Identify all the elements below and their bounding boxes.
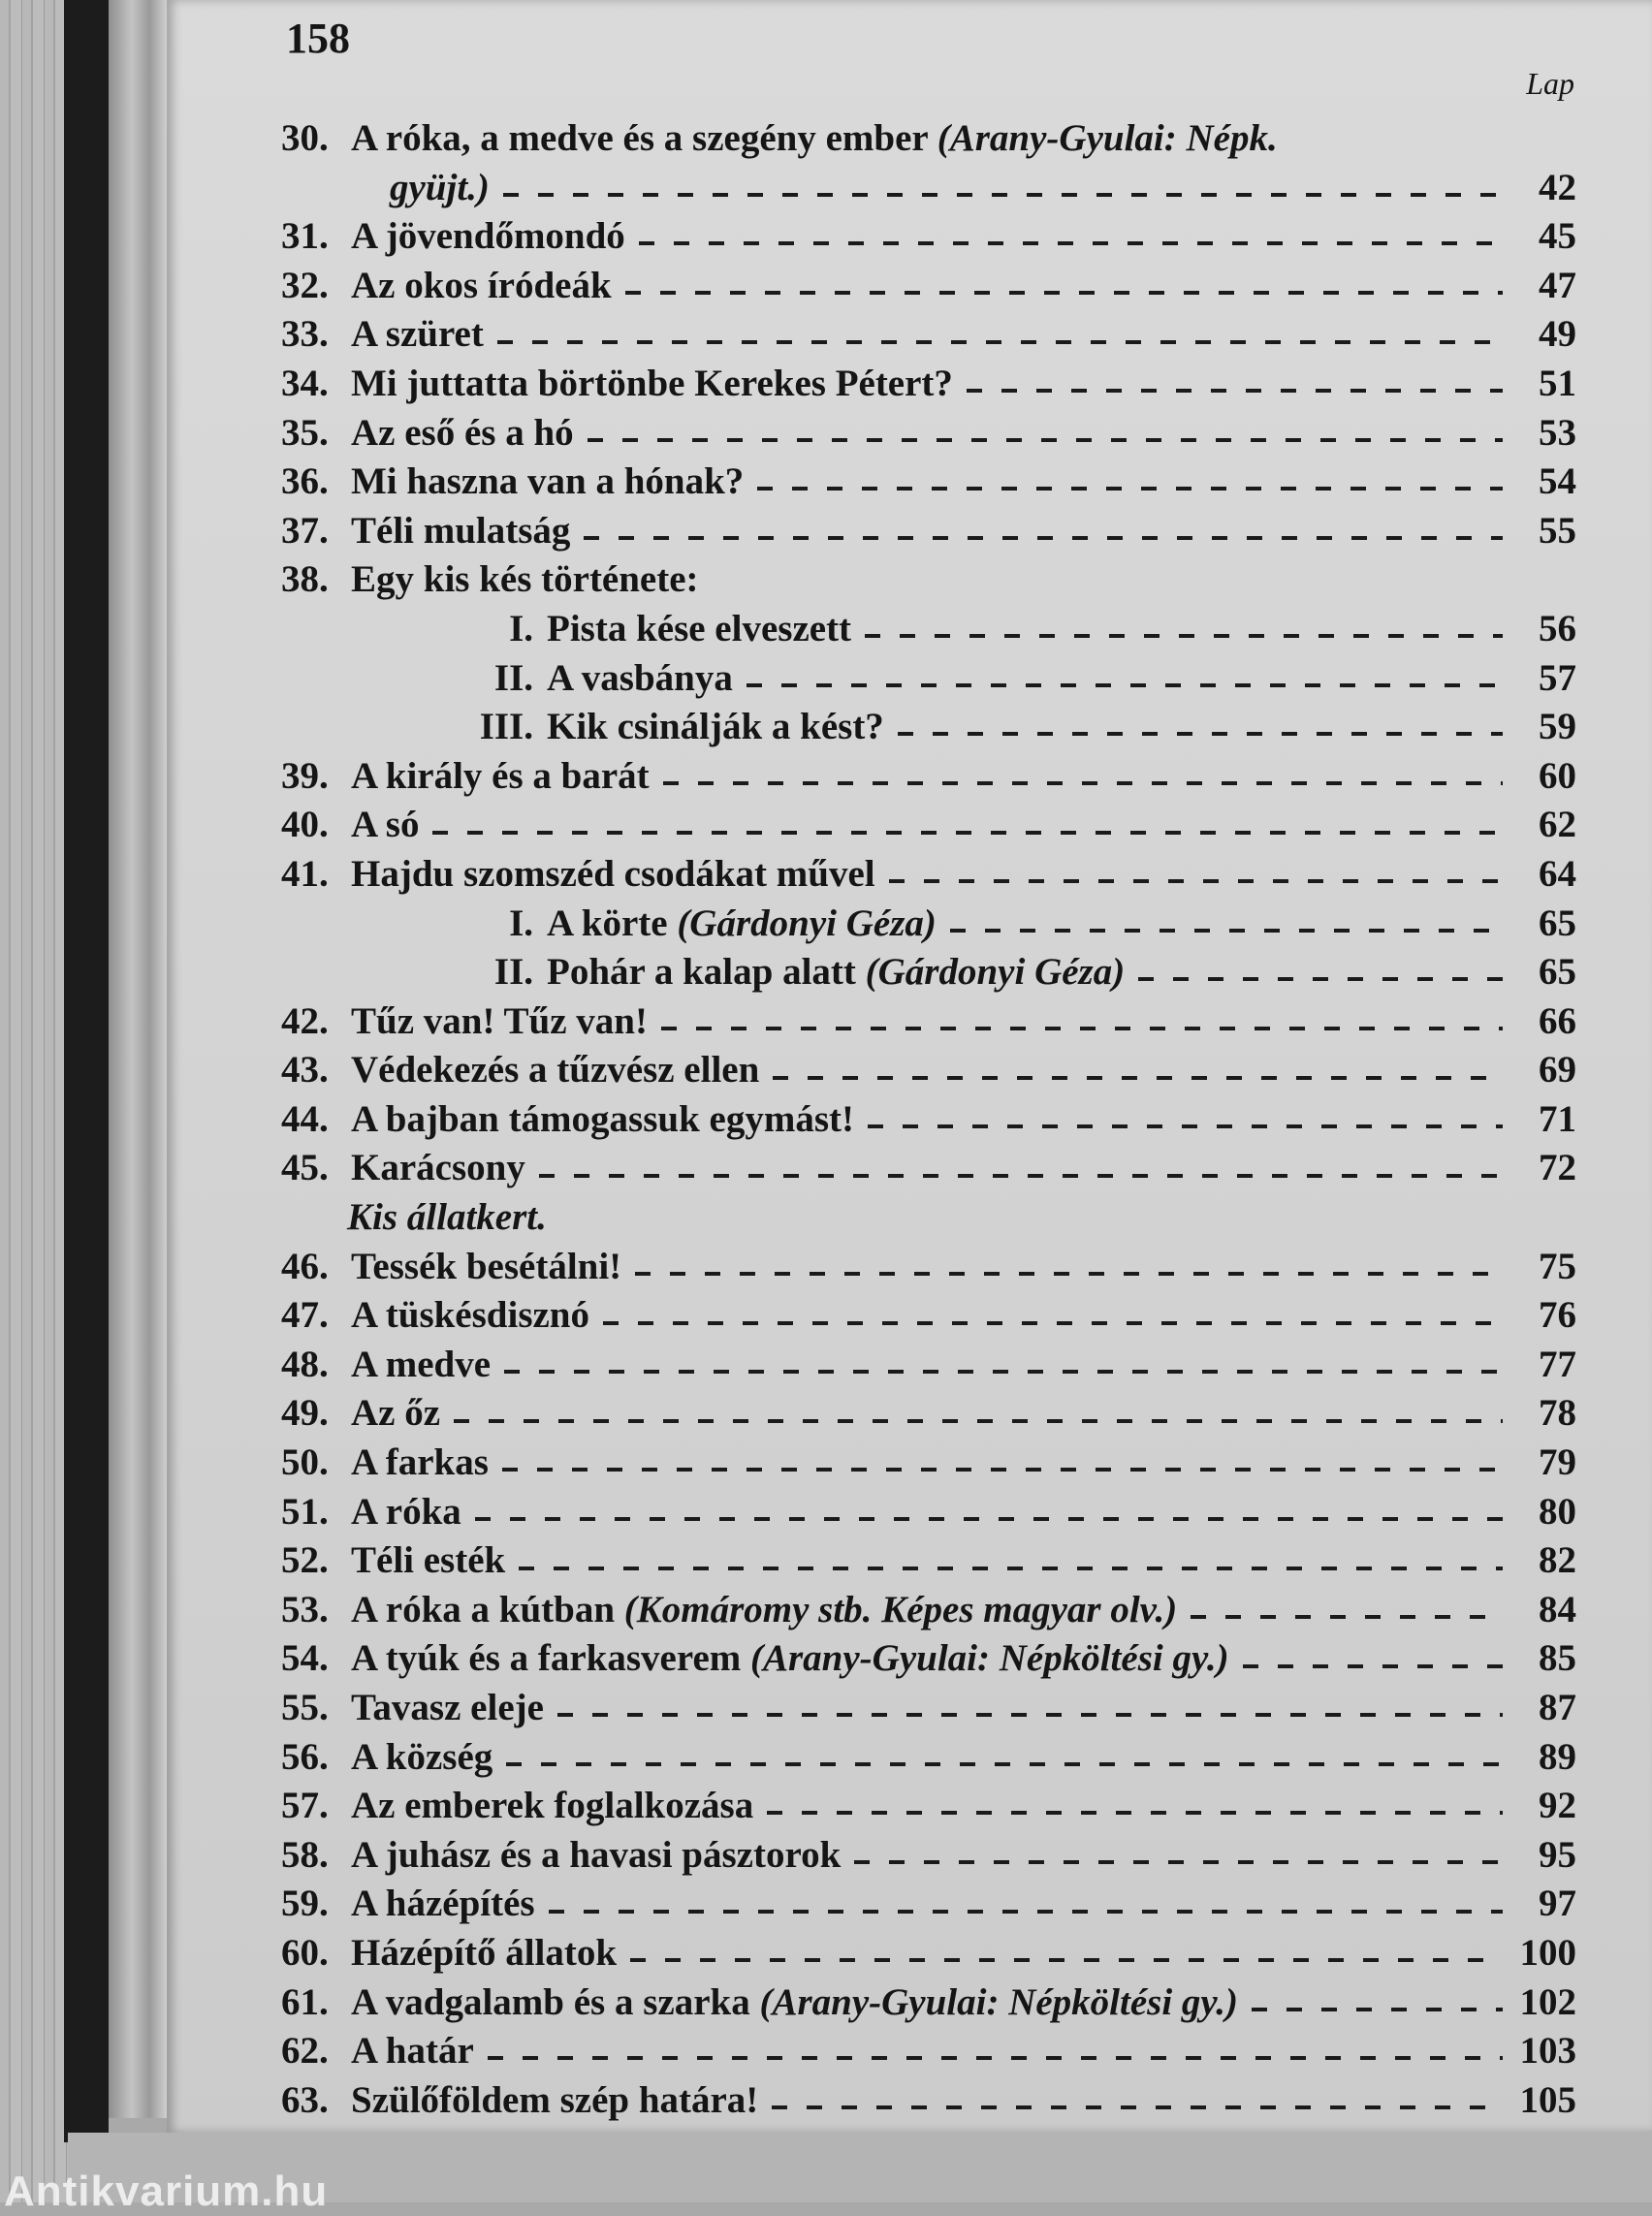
- dot-leader: [757, 487, 1503, 491]
- dot-leader: [865, 634, 1503, 638]
- entry-number: 63.: [281, 2078, 329, 2121]
- entry-title: Mi haszna van a hónak?: [351, 460, 745, 503]
- toc-entry: [281, 1880, 1576, 1929]
- entry-title: A király és a barát: [351, 754, 650, 797]
- entry-page: 60: [1539, 754, 1576, 797]
- toc-entry: [281, 1634, 1576, 1684]
- dot-leader: [898, 732, 1503, 736]
- toc-entry: [281, 1243, 1576, 1292]
- entry-source: (Arany-Gyulai: Népk.: [937, 117, 1278, 159]
- entry-page: 56: [1539, 607, 1576, 649]
- entry-page: 65: [1539, 951, 1576, 994]
- table-of-contents: [281, 114, 1576, 2125]
- entry-page: 71: [1539, 1097, 1576, 1140]
- book-cover-edge: [64, 0, 109, 2142]
- entry-number: 56.: [281, 1735, 329, 1778]
- entry-page: 82: [1539, 1539, 1576, 1582]
- toc-entry: [281, 212, 1576, 262]
- entry-page: 62: [1539, 804, 1576, 846]
- entry-page: 103: [1519, 2030, 1576, 2073]
- entry-number: 35.: [281, 411, 329, 454]
- entry-number: 55.: [281, 1687, 329, 1728]
- dot-leader: [475, 1517, 1503, 1521]
- entry-page: 66: [1539, 999, 1576, 1042]
- entry-title: A szüret: [351, 313, 484, 356]
- entry-source: (Arany-Gyulai: Népköltési gy.): [759, 1980, 1239, 2023]
- toc-entry: [281, 1341, 1576, 1390]
- entry-number: 40.: [281, 804, 329, 846]
- dot-leader: [868, 1124, 1503, 1128]
- entry-number: 41.: [281, 852, 329, 895]
- entry-page: 75: [1539, 1245, 1576, 1287]
- entry-page: 54: [1539, 460, 1576, 503]
- entry-page: 69: [1539, 1049, 1576, 1092]
- dot-leader: [889, 879, 1503, 883]
- entry-title: Karácsony: [351, 1147, 525, 1189]
- toc-entry: [281, 555, 1576, 605]
- dot-leader: [1138, 977, 1503, 981]
- dot-leader: [663, 781, 1503, 785]
- toc-entry: [281, 1586, 1576, 1635]
- book-page-edges: [109, 0, 167, 2118]
- dot-leader: [661, 1027, 1503, 1030]
- entry-title: A jövendőmondó: [351, 215, 625, 258]
- entry-number: 32.: [281, 264, 329, 306]
- toc-entry: [281, 654, 1576, 704]
- dot-leader: [1191, 1615, 1503, 1619]
- entry-title: Egy kis kés története:: [351, 558, 699, 601]
- entry-number: 36.: [281, 460, 329, 503]
- entry-number: 57.: [281, 1785, 329, 1827]
- background-surface: [0, 0, 68, 2202]
- entry-page: 84: [1539, 1588, 1576, 1630]
- toc-entry: [281, 801, 1576, 850]
- entry-source: gyüjt.): [390, 166, 490, 208]
- dot-leader: [767, 1811, 1503, 1815]
- subentry-numeral: II.: [493, 951, 533, 994]
- entry-title: Az őz: [351, 1392, 441, 1435]
- toc-entry: [281, 948, 1576, 997]
- dot-leader: [539, 1174, 1503, 1178]
- entry-title: A medve: [351, 1343, 492, 1385]
- toc-entry: [281, 1439, 1576, 1488]
- entry-page: 55: [1539, 509, 1576, 552]
- toc-entry: [281, 409, 1576, 459]
- entry-page: 92: [1539, 1785, 1576, 1827]
- entry-title: Tavasz eleje: [351, 1687, 544, 1728]
- entry-number: 31.: [281, 215, 329, 258]
- toc-entry: [281, 1782, 1576, 1831]
- toc-entry: [281, 1095, 1576, 1145]
- entry-number: 30.: [281, 117, 329, 159]
- entry-title: Pohár a kalap alatt: [547, 951, 866, 994]
- entry-number: 39.: [281, 754, 329, 797]
- entry-title: A bajban támogassuk egymást!: [351, 1097, 854, 1140]
- toc-entry: [281, 458, 1576, 507]
- page-number: 158: [286, 15, 350, 62]
- entry-source: (Arany-Gyulai: Népköltési gy.): [750, 1637, 1229, 1680]
- entry-page: 59: [1539, 706, 1576, 748]
- entry-number: 44.: [281, 1097, 329, 1140]
- toc-entry: [281, 1389, 1576, 1439]
- entry-title: Pista kése elveszett: [547, 607, 852, 649]
- entry-title: Tűz van! Tűz van!: [351, 999, 648, 1042]
- entry-number: 34.: [281, 362, 329, 404]
- dot-leader: [1243, 1664, 1503, 1668]
- toc-entry: [281, 262, 1576, 311]
- entry-number: 33.: [281, 313, 329, 356]
- entry-page: 102: [1519, 1980, 1576, 2023]
- toc-entry: [281, 164, 1576, 213]
- entry-number: 59.: [281, 1883, 329, 1925]
- toc-entry: [281, 605, 1576, 654]
- entry-title: Az okos íródeák: [351, 264, 612, 306]
- dot-leader: [625, 291, 1503, 295]
- entry-page: 87: [1539, 1687, 1576, 1728]
- entry-number: 42.: [281, 999, 329, 1042]
- entry-title: A só: [351, 804, 420, 846]
- dot-leader: [488, 2056, 1503, 2060]
- entry-page: 47: [1539, 264, 1576, 306]
- dot-leader: [497, 340, 1503, 344]
- dot-leader: [503, 193, 1503, 197]
- dot-leader: [549, 1910, 1503, 1914]
- entry-number: 38.: [281, 558, 329, 601]
- entry-title: A tyúk és a farkasverem: [351, 1637, 750, 1680]
- toc-entry: [281, 1733, 1576, 1783]
- dot-leader: [1252, 2008, 1503, 2011]
- dot-leader: [773, 1076, 1503, 1080]
- entry-page: 65: [1539, 902, 1576, 944]
- entry-page: 97: [1539, 1883, 1576, 1925]
- entry-page: 77: [1539, 1343, 1576, 1385]
- dot-leader: [588, 438, 1503, 442]
- entry-title: A juhász és a havasi pásztorok: [351, 1833, 842, 1876]
- entry-page: 53: [1539, 411, 1576, 454]
- entry-number: 52.: [281, 1539, 329, 1582]
- entry-title: Mi juttatta börtönbe Kerekes Pétert?: [351, 362, 953, 404]
- entry-page: 64: [1539, 852, 1576, 895]
- dot-leader: [639, 241, 1503, 245]
- dot-leader: [506, 1762, 1503, 1766]
- entry-number: 45.: [281, 1147, 329, 1189]
- subentry-numeral: II.: [493, 656, 533, 699]
- entry-number: 37.: [281, 509, 329, 552]
- entry-source: Kis állatkert.: [347, 1196, 547, 1239]
- toc-entry: [281, 1046, 1576, 1095]
- entry-number: 50.: [281, 1441, 329, 1484]
- toc-entry: [281, 1831, 1576, 1881]
- entry-title: A róka a kútban: [351, 1588, 624, 1630]
- entry-title: A róka, a medve és a szegény ember: [351, 117, 937, 159]
- subentry-numeral: I.: [509, 607, 533, 649]
- toc-entry: [281, 2076, 1576, 2126]
- entry-page: 49: [1539, 313, 1576, 356]
- entry-page: 51: [1539, 362, 1576, 404]
- entry-title: A róka: [351, 1490, 461, 1533]
- toc-entry: [281, 1979, 1576, 2028]
- entry-title: A farkas: [351, 1441, 489, 1484]
- entry-page: 95: [1539, 1833, 1576, 1876]
- entry-title: Az emberek foglalkozása: [351, 1785, 754, 1827]
- entry-title: Védekezés a tűzvész ellen: [351, 1049, 760, 1092]
- entry-source: (Gárdonyi Géza): [677, 902, 937, 944]
- toc-entry: [281, 114, 1576, 164]
- entry-number: 62.: [281, 2030, 329, 2073]
- dot-leader: [630, 1958, 1503, 1962]
- entry-page: 72: [1539, 1147, 1576, 1189]
- toc-entry: [281, 850, 1576, 900]
- entry-title: Hajdu szomszéd csodákat művel: [351, 852, 875, 895]
- entry-title: Téli esték: [351, 1539, 506, 1582]
- dot-leader: [557, 1713, 1503, 1717]
- entry-title: Tessék besétálni!: [351, 1245, 622, 1287]
- entry-page: 78: [1539, 1392, 1576, 1435]
- dot-leader: [772, 2105, 1503, 2109]
- toc-entry: [281, 1536, 1576, 1586]
- entry-page: 76: [1539, 1294, 1576, 1337]
- dot-leader: [854, 1860, 1503, 1864]
- entry-number: 46.: [281, 1245, 329, 1287]
- dot-leader: [504, 1370, 1503, 1374]
- entry-page: 57: [1539, 656, 1576, 699]
- toc-entry: [281, 1193, 1576, 1243]
- dot-leader: [950, 929, 1503, 933]
- toc-entry: [281, 2027, 1576, 2076]
- dot-leader: [454, 1419, 1503, 1423]
- entry-number: 48.: [281, 1343, 329, 1385]
- entry-number: 54.: [281, 1637, 329, 1680]
- entry-title: A határ: [351, 2030, 474, 2073]
- toc-entry: [281, 1144, 1576, 1193]
- entry-page: 85: [1539, 1637, 1576, 1680]
- entry-source: (Gárdonyi Géza): [865, 951, 1126, 994]
- subentry-numeral: I.: [509, 902, 533, 944]
- toc-entry: [281, 752, 1576, 802]
- toc-entry: [281, 310, 1576, 360]
- page-column-header: Lap: [1526, 66, 1574, 101]
- entry-number: 58.: [281, 1833, 329, 1876]
- subentry-numeral: III.: [479, 706, 533, 748]
- toc-entry: [281, 1291, 1576, 1341]
- entry-source: (Komáromy stb. Képes magyar olv.): [623, 1588, 1178, 1630]
- toc-entry: [281, 1929, 1576, 1979]
- dot-leader: [635, 1272, 1503, 1276]
- dot-leader: [603, 1321, 1503, 1325]
- toc-entry: [281, 703, 1576, 752]
- toc-entry: [281, 900, 1576, 949]
- entry-page: 42: [1539, 166, 1576, 208]
- entry-title: A házépítés: [351, 1883, 535, 1925]
- entry-page: 80: [1539, 1490, 1576, 1533]
- entry-number: 51.: [281, 1490, 329, 1533]
- dot-leader: [584, 536, 1503, 540]
- entry-page: 105: [1519, 2078, 1576, 2121]
- entry-title: Az eső és a hó: [351, 411, 574, 454]
- entry-title: A körte: [547, 902, 678, 944]
- toc-entry: [281, 1488, 1576, 1537]
- entry-number: 60.: [281, 1931, 329, 1974]
- entry-number: 47.: [281, 1294, 329, 1337]
- entry-title: A vasbánya: [547, 656, 733, 699]
- entry-title: A vadgalamb és a szarka: [351, 1980, 760, 2023]
- toc-entry: [281, 507, 1576, 556]
- toc-entry: [281, 1684, 1576, 1733]
- dot-leader: [432, 831, 1503, 835]
- entry-title: Szülőföldem szép határa!: [351, 2078, 759, 2121]
- entry-title: A község: [351, 1735, 493, 1778]
- entry-title: A tüskésdisznó: [351, 1294, 589, 1337]
- watermark: Antikvarium.hu: [4, 2168, 329, 2215]
- dot-leader: [502, 1468, 1503, 1472]
- entry-number: 53.: [281, 1588, 329, 1630]
- toc-entry: [281, 997, 1576, 1047]
- dot-leader: [747, 683, 1503, 687]
- dot-leader: [519, 1567, 1503, 1570]
- entry-number: 43.: [281, 1049, 329, 1092]
- entry-page: 89: [1539, 1735, 1576, 1778]
- entry-title: Téli mulatság: [351, 509, 571, 552]
- entry-number: 61.: [281, 1980, 329, 2023]
- entry-number: 49.: [281, 1392, 329, 1435]
- entry-page: 100: [1519, 1931, 1576, 1974]
- entry-title: Házépítő állatok: [351, 1931, 618, 1974]
- dot-leader: [967, 389, 1503, 393]
- entry-page: 79: [1539, 1441, 1576, 1484]
- entry-title: Kik csinálják a kést?: [547, 706, 884, 748]
- entry-page: 45: [1539, 215, 1576, 258]
- toc-entry: [281, 360, 1576, 409]
